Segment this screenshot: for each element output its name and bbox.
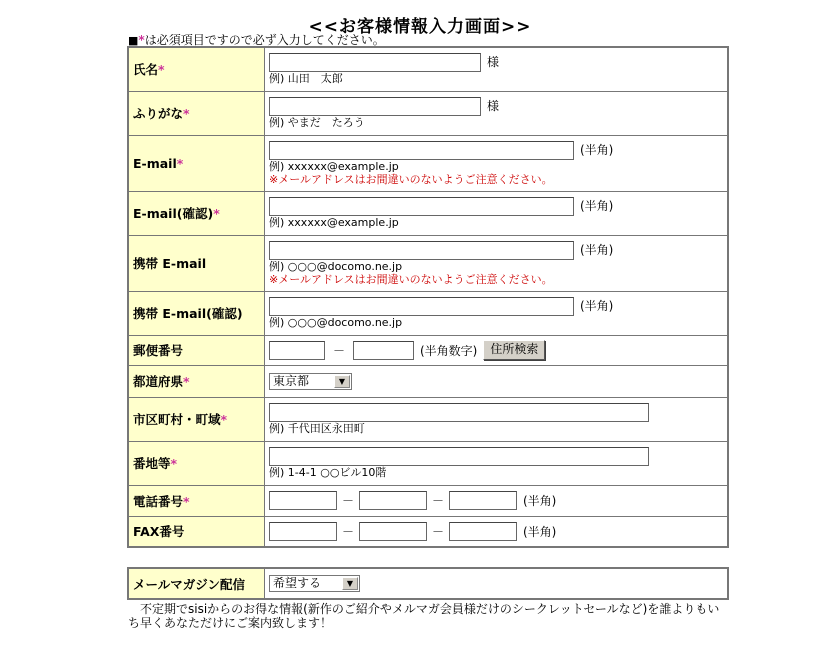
name-suffix: 様 — [487, 55, 500, 70]
zip-first-input[interactable] — [269, 341, 325, 360]
required-note-text: は必須項目ですので必ず入力してください。 — [144, 33, 385, 47]
fax-suffix: (半角) — [523, 524, 557, 539]
tel-label: 電話番号* — [128, 485, 265, 516]
required-star-icon: * — [158, 62, 165, 78]
mobile-email-label: 携帯 E-mail — [128, 235, 265, 291]
email-input[interactable] — [269, 141, 574, 160]
city-input[interactable] — [269, 403, 649, 422]
city-example: 例) 千代田区永田町 — [269, 422, 365, 435]
tel-dash: － — [431, 494, 444, 508]
prefecture-selected-value: 東京都 — [273, 373, 310, 388]
magazine-select[interactable] — [269, 575, 360, 592]
required-star-icon: * — [170, 456, 178, 471]
footer-note: 不定期でsisiからのお得な情報(新作のご紹介やメルマガ会員様だけのシークレットセールなど)を誰よりもいち早くあなただけにご案内致します！ — [128, 602, 720, 630]
mobile-email-suffix: (半角) — [580, 242, 614, 257]
email-confirm-example: 例) xxxxxx@example.jp — [269, 216, 399, 229]
required-star-icon: * — [183, 493, 190, 509]
form-row-kana — [128, 91, 728, 135]
email-confirm-label: E-mail(確認)* — [128, 191, 265, 235]
street-label: 番地等* — [128, 441, 265, 485]
magazine-selected-value: 希望する — [273, 576, 322, 590]
kana-example: 例) やまだ たろう — [269, 116, 365, 129]
email-label: E-mail* — [128, 135, 265, 191]
address-search-button[interactable]: 住所検索 — [483, 340, 545, 360]
form-row-prefecture — [128, 365, 728, 397]
form-row-street — [128, 441, 728, 485]
magazine-table — [127, 567, 729, 600]
form-row-email-confirm — [128, 191, 728, 235]
name-input[interactable] — [269, 53, 481, 72]
required-star-icon: * — [138, 33, 145, 47]
street-input[interactable] — [269, 447, 649, 466]
kana-input[interactable] — [269, 97, 481, 116]
required-star-icon: * — [183, 374, 190, 389]
tel-part3-input[interactable] — [449, 491, 517, 510]
tel-part2-input[interactable] — [359, 491, 427, 510]
mobile-email-confirm-example: 例) ○○○@docomo.ne.jp — [269, 316, 403, 329]
fax-dash: － — [341, 524, 354, 539]
fax-part1-input[interactable] — [269, 522, 337, 541]
form-row-mobile-email — [128, 235, 728, 291]
zip-suffix: (半角数字) — [420, 343, 478, 358]
required-star-icon: * — [220, 412, 228, 427]
form-row-city — [128, 397, 728, 441]
mobile-email-example: 例) ○○○@docomo.ne.jp — [269, 259, 403, 273]
zip-dash: － — [332, 343, 345, 358]
email-warning: ※メールアドレスはお間違いのないようご注意ください。 — [269, 172, 553, 186]
email-suffix: (半角) — [580, 142, 614, 157]
email-confirm-suffix: (半角) — [580, 199, 614, 213]
magazine-label: メールマガジン配信 — [128, 568, 265, 599]
name-label: 氏名* — [128, 47, 265, 91]
kana-suffix: 様 — [487, 99, 500, 113]
chevron-down-icon[interactable]: ▼ — [334, 375, 350, 388]
form-row-name — [128, 47, 728, 91]
city-label: 市区町村・町域* — [128, 397, 265, 441]
mobile-email-input[interactable] — [269, 241, 574, 260]
mobile-email-confirm-suffix: (半角) — [580, 299, 614, 313]
required-star-icon: * — [176, 155, 184, 171]
form-row-magazine — [128, 568, 728, 599]
square-icon: ■ — [128, 34, 139, 47]
form-row-fax — [128, 516, 728, 547]
fax-part3-input[interactable] — [449, 522, 517, 541]
email-confirm-input[interactable] — [269, 197, 574, 216]
required-star-icon: * — [183, 106, 190, 121]
prefecture-select[interactable] — [269, 373, 352, 390]
fax-dash: － — [431, 524, 444, 539]
form-row-mobile-email-confirm — [128, 291, 728, 335]
form-row-email — [128, 135, 728, 191]
mobile-email-confirm-label: 携帯 E-mail(確認) — [128, 291, 265, 335]
zip-second-input[interactable] — [353, 341, 414, 360]
tel-suffix: (半角) — [523, 494, 557, 508]
required-star-icon: * — [213, 206, 220, 221]
fax-part2-input[interactable] — [359, 522, 427, 541]
form-row-tel — [128, 485, 728, 516]
form-row-zip — [128, 335, 728, 365]
chevron-down-icon[interactable]: ▼ — [342, 577, 358, 590]
prefecture-label: 都道府県* — [128, 365, 265, 397]
tel-part1-input[interactable] — [269, 491, 337, 510]
email-example: 例) xxxxxx@example.jp — [269, 159, 399, 173]
kana-label: ふりがな* — [128, 91, 265, 135]
page-title: <<お客様情報入力画面>> — [308, 17, 532, 37]
street-example: 例) 1-4-1 ○○ビル10階 — [269, 466, 387, 479]
fax-label: FAX番号 — [128, 516, 265, 547]
name-example: 例) 山田 太郎 — [269, 72, 343, 86]
tel-dash: － — [341, 494, 354, 508]
mobile-email-warning: ※メールアドレスはお間違いのないようご注意ください。 — [269, 272, 553, 286]
zip-label: 郵便番号 — [128, 335, 265, 365]
customer-info-form — [127, 46, 729, 548]
mobile-email-confirm-input[interactable] — [269, 297, 574, 316]
